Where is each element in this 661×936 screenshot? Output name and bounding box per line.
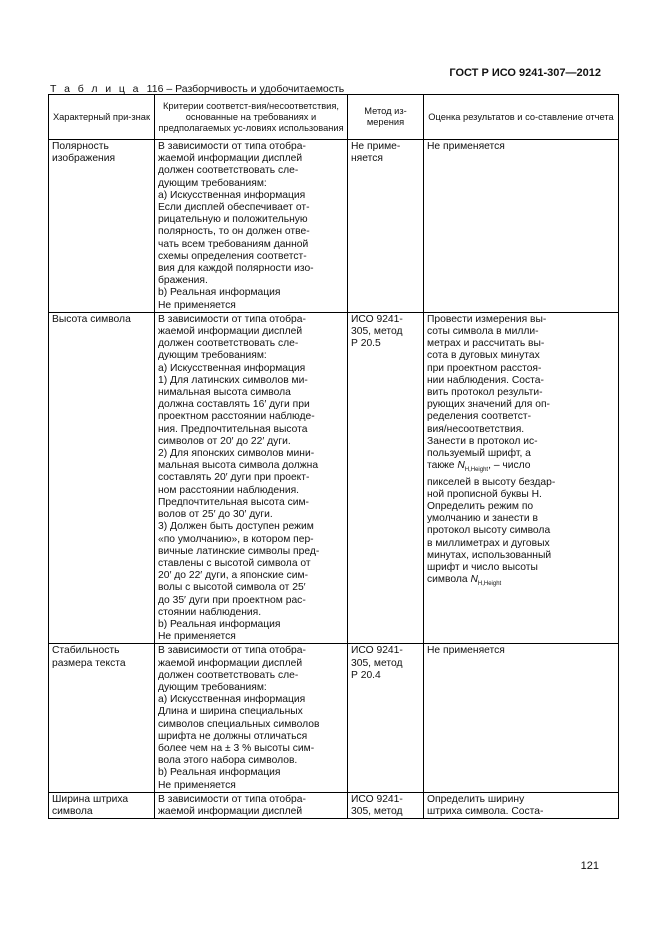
cell-line: пикселей в высоту бездар- bbox=[427, 476, 556, 488]
cell-line: вить протокол результи- bbox=[427, 387, 543, 399]
cell-line: сота в дуговых минутах bbox=[427, 350, 540, 362]
cell-line: вола этого набора символов. bbox=[158, 755, 298, 767]
cell-line: жаемой информации дисплей bbox=[158, 657, 303, 669]
table-row bbox=[49, 644, 619, 792]
cell-line: дующим требованиям: bbox=[158, 681, 267, 693]
cell-line: протокол высоту символа bbox=[427, 525, 551, 537]
cell-method bbox=[348, 644, 424, 792]
cell-line: Определить ширину bbox=[427, 793, 525, 805]
cell-line: a) Искусственная информация bbox=[158, 189, 306, 201]
cell-evaluation bbox=[424, 312, 619, 643]
cell-line: дующим требованиям: bbox=[158, 177, 267, 189]
cell-line: В зависимости от типа отобра- bbox=[158, 645, 306, 657]
cell-line: Не применяется bbox=[158, 299, 236, 311]
cell-line: Если дисплей обеспечивает от- bbox=[158, 202, 310, 214]
cell-line: нимальная высота символа bbox=[158, 387, 291, 399]
cell-evaluation bbox=[424, 792, 619, 818]
cell-line: должна составлять 16′ дуги при bbox=[158, 399, 310, 411]
cell-line: до 35′ дуги при проектном рас- bbox=[158, 594, 306, 606]
cell-line: Провести измерения вы- bbox=[427, 313, 547, 325]
criteria-table bbox=[48, 94, 619, 819]
cell-method bbox=[348, 792, 424, 818]
cell-line: 305, метод bbox=[351, 805, 403, 817]
cell-line: Р 20.4 bbox=[351, 669, 381, 681]
cell-line: В зависимости от типа отобра- bbox=[158, 141, 306, 152]
caption-number: 116 bbox=[146, 83, 164, 95]
cell-line: Длина и ширина специальных bbox=[158, 706, 303, 718]
table-row bbox=[49, 312, 619, 643]
cell-criteria bbox=[155, 140, 348, 313]
cell-line: ной прописной буквы Н. bbox=[427, 488, 542, 500]
cell-line: нии наблюдения. Соста- bbox=[427, 374, 544, 386]
col-header-method: Метод из-мерения bbox=[348, 95, 424, 140]
cell-line: вичные латинские символы пред- bbox=[158, 545, 320, 557]
cell-line: при проектном расстоя- bbox=[427, 362, 542, 374]
cell-line: составлять 20′ дуги при проект- bbox=[158, 472, 310, 484]
cell-line: чать всем требованиям данной bbox=[158, 238, 309, 250]
table-row bbox=[49, 140, 619, 313]
cell-line: схемы определения соответст- bbox=[158, 250, 307, 262]
cell-line: b) Реальная информация bbox=[158, 618, 281, 630]
cell-feature: Ширина штриха символа bbox=[49, 792, 155, 818]
cell-line: 2) Для японских символов мини- bbox=[158, 448, 315, 460]
cell-line: a) Искусственная информация bbox=[158, 362, 306, 374]
standard-header: ГОСТ Р ИСО 9241-307—2012 bbox=[449, 67, 601, 79]
cell-line: проектном расстоянии наблюде- bbox=[158, 411, 315, 423]
cell-line: рицательную и положительную bbox=[158, 214, 308, 226]
cell-line: волов от 25′ до 30′ дуги. bbox=[158, 509, 273, 521]
cell-line: ИСО 9241- bbox=[351, 313, 403, 325]
cell-line: мальная высота символа должна bbox=[158, 460, 319, 472]
table-body bbox=[49, 140, 619, 819]
cell-line: символа $N_{H,Height}$ bbox=[427, 574, 502, 588]
cell-feature: Высота символа bbox=[49, 312, 155, 643]
cell-line: Занести в протокол ис- bbox=[427, 435, 538, 447]
cell-line: символов специальных символов bbox=[158, 718, 320, 730]
cell-line: Предпочтительная высота сим- bbox=[158, 496, 309, 508]
cell-line: полярность, то он должен отве- bbox=[158, 226, 310, 238]
cell-line: В зависимости от типа отобра- bbox=[158, 313, 306, 325]
cell-line: «по умолчанию», в котором пер- bbox=[158, 533, 314, 545]
cell-line: ИСО 9241- bbox=[351, 793, 403, 805]
cell-line: a) Искусственная информация bbox=[158, 694, 306, 706]
cell-line: b) Реальная информация bbox=[158, 767, 281, 779]
cell-line: 305, метод bbox=[351, 326, 403, 338]
page-number: 121 bbox=[580, 860, 599, 872]
cell-line: минутах, использованный bbox=[427, 549, 552, 561]
cell-line: должен соответствовать сле- bbox=[158, 165, 299, 177]
cell-line: ния. Предпочтительная высота bbox=[158, 423, 308, 435]
cell-line: жаемой информации дисплей bbox=[158, 153, 303, 165]
cell-line: В зависимости от типа отобра- bbox=[158, 793, 306, 805]
cell-line: Не применяется bbox=[427, 141, 505, 152]
cell-line: вия/несоответствия. bbox=[427, 423, 525, 435]
col-header-criteria: Критерии соответст-вия/несоответствия, основанные на требованиях и предполагаемых ус-ловиях использования bbox=[155, 95, 348, 140]
cell-feature: Полярность изображения bbox=[49, 140, 155, 313]
cell-line: в миллиметрах и дуговых bbox=[427, 537, 550, 549]
cell-line: дующим требованиям: bbox=[158, 350, 267, 362]
cell-line: 1) Для латинских символов ми- bbox=[158, 374, 308, 386]
cell-method bbox=[348, 312, 424, 643]
cell-line: 3) Должен быть доступен режим bbox=[158, 521, 314, 533]
cell-line: шрифт и число высоты bbox=[427, 561, 538, 573]
cell-line: 20′ до 22′ дуги, а японские сим- bbox=[158, 570, 309, 582]
cell-line: Не применяется bbox=[158, 631, 236, 643]
cell-line: жаемой информации дисплей bbox=[158, 805, 303, 817]
cell-line: ном расстоянии наблюдения. bbox=[158, 484, 300, 496]
cell-line: ставлены с высотой символа от bbox=[158, 557, 311, 569]
cell-line: более чем на ± 3 % высоты сим- bbox=[158, 742, 315, 754]
cell-criteria bbox=[155, 644, 348, 792]
cell-line: пользуемый шрифт, а bbox=[427, 448, 531, 460]
cell-line: метрах и рассчитать вы- bbox=[427, 338, 545, 350]
cell-line: штриха символа. Соста- bbox=[427, 805, 544, 817]
cell-line: Не приме- bbox=[351, 141, 401, 152]
cell-line: рующих значений для оп- bbox=[427, 399, 550, 411]
cell-line: шрифта не должны отличаться bbox=[158, 730, 308, 742]
cell-line: Не применяется bbox=[158, 779, 236, 791]
table-row bbox=[49, 792, 619, 818]
cell-line: b) Реальная информация bbox=[158, 287, 281, 299]
cell-evaluation bbox=[424, 140, 619, 313]
col-header-feature: Характерный при-знак bbox=[49, 95, 155, 140]
cell-line: Не применяется bbox=[427, 645, 505, 657]
cell-method bbox=[348, 140, 424, 313]
cell-line: стоянии наблюдения. bbox=[158, 606, 262, 618]
cell-line: волы с высотой символа от 25′ bbox=[158, 582, 306, 594]
cell-line: вия для каждой полярности изо- bbox=[158, 263, 314, 275]
col-header-evaluation: Оценка результатов и со-ставление отчета bbox=[424, 95, 619, 140]
caption-label: Т а б л и ц а bbox=[50, 83, 141, 95]
cell-criteria bbox=[155, 312, 348, 643]
cell-line: Р 20.5 bbox=[351, 338, 381, 350]
caption-title: – Разборчивость и удобочитаемость bbox=[163, 83, 345, 95]
cell-line: символов от 20′ до 22′ дуги. bbox=[158, 435, 291, 447]
cell-feature: Стабильность размера текста bbox=[49, 644, 155, 792]
cell-line: также $N_{H,Height}$, – число bbox=[427, 460, 531, 474]
cell-line: умолчанию и занести в bbox=[427, 513, 538, 525]
cell-evaluation bbox=[424, 644, 619, 792]
cell-line: ределения соответст- bbox=[427, 411, 532, 423]
cell-line: должен соответствовать сле- bbox=[158, 669, 299, 681]
cell-criteria bbox=[155, 792, 348, 818]
cell-line: жаемой информации дисплей bbox=[158, 326, 303, 338]
cell-line: ИСО 9241- bbox=[351, 645, 403, 657]
cell-line: няется bbox=[351, 153, 383, 165]
cell-line: должен соответствовать сле- bbox=[158, 338, 299, 350]
cell-line: 305, метод bbox=[351, 657, 403, 669]
cell-line: Определить режим по bbox=[427, 500, 534, 512]
table-header-row bbox=[49, 95, 619, 140]
cell-line: бражения. bbox=[158, 275, 208, 287]
cell-line: соты символа в милли- bbox=[427, 326, 539, 338]
